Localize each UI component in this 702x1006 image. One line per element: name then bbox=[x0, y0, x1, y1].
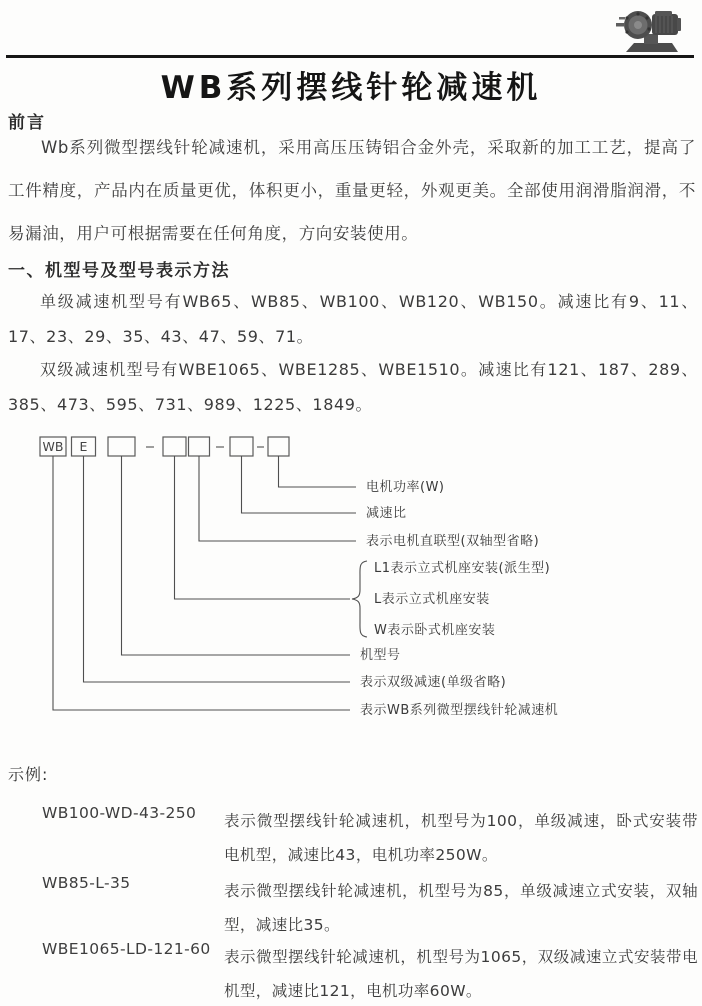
example-desc-3: 表示微型摆线针轮减速机，机型号为1065，双级减速立式安装带电机型，减速比121，电机功率60W。 bbox=[224, 948, 698, 1000]
section1-heading: 一、机型号及型号表示方法 bbox=[8, 261, 230, 281]
label-model-no: 机型号 bbox=[360, 648, 401, 663]
model-box-3 bbox=[108, 437, 135, 456]
leader-direct-motor bbox=[199, 456, 356, 541]
label-mount-w: W表示卧式机座安装 bbox=[374, 623, 496, 638]
label-double-stage: 表示双级减速(单级省略) bbox=[360, 675, 507, 690]
model-box-5 bbox=[189, 437, 210, 456]
label-direct-motor: 表示电机直联型(双轴型省略) bbox=[366, 534, 540, 549]
leader-mounting bbox=[175, 456, 351, 599]
examples-heading: 示例: bbox=[8, 765, 49, 784]
double-stage-paragraph: 双级减速机型号有WBE1065、WBE1285、WBE1510。减速比有121、187、289、385、473、595、731、989、1225、1849。 bbox=[8, 360, 698, 414]
leader-double-stage bbox=[84, 456, 351, 682]
leader-model-no bbox=[122, 456, 351, 655]
model-box-wb-label: WB bbox=[42, 439, 64, 454]
model-box-4 bbox=[163, 437, 186, 456]
leader-series bbox=[53, 456, 350, 710]
example-model-2: WB85-L-35 bbox=[42, 874, 131, 892]
header-rule bbox=[6, 55, 694, 58]
single-stage-paragraph: 单级减速机型号有WB65、WB85、WB100、WB120、WB150。减速比有9、11、17、23、29、35、43、47、59、71。 bbox=[8, 292, 698, 346]
preface-heading: 前言 bbox=[8, 113, 46, 133]
mounting-brace bbox=[352, 561, 367, 637]
label-mount-l1: L1表示立式机座安装(派生型) bbox=[374, 561, 551, 576]
label-motor-power: 电机功率(W) bbox=[366, 480, 445, 495]
gearmotor-photo-icon bbox=[614, 6, 690, 56]
model-box-7 bbox=[268, 437, 289, 456]
preface-paragraph: Wb系列微型摆线针轮减速机，采用高压压铸铝合金外壳，采取新的加工工艺，提高了工件精度，产品内在质量更优，体积更小，重量更轻，外观更美。全部使用润滑脂润滑，不易漏油，用户可根据需要在任何角度，方向安装使用。 bbox=[8, 138, 696, 243]
example-desc-1: 表示微型摆线针轮减速机，机型号为100，单级减速，卧式安装带电机型，减速比43，电机功率250W。 bbox=[224, 812, 698, 864]
label-mount-l: L表示立式机座安装 bbox=[374, 592, 490, 607]
model-box-e-label: E bbox=[79, 439, 88, 454]
example-desc-2: 表示微型摆线针轮减速机，机型号为85，单级减速立式安装，双轴型，减速比35。 bbox=[224, 882, 698, 934]
page-title: WB系列摆线针轮减速机 bbox=[160, 70, 542, 106]
leader-motor-power bbox=[279, 456, 357, 487]
model-designation-diagram bbox=[0, 425, 702, 740]
leader-ratio bbox=[242, 456, 357, 513]
label-series: 表示WB系列微型摆线针轮减速机 bbox=[360, 703, 559, 718]
label-ratio: 减速比 bbox=[366, 506, 407, 521]
model-box-6 bbox=[230, 437, 253, 456]
example-model-1: WB100-WD-43-250 bbox=[42, 804, 197, 822]
example-model-3: WBE1065-LD-121-60 bbox=[42, 940, 211, 958]
